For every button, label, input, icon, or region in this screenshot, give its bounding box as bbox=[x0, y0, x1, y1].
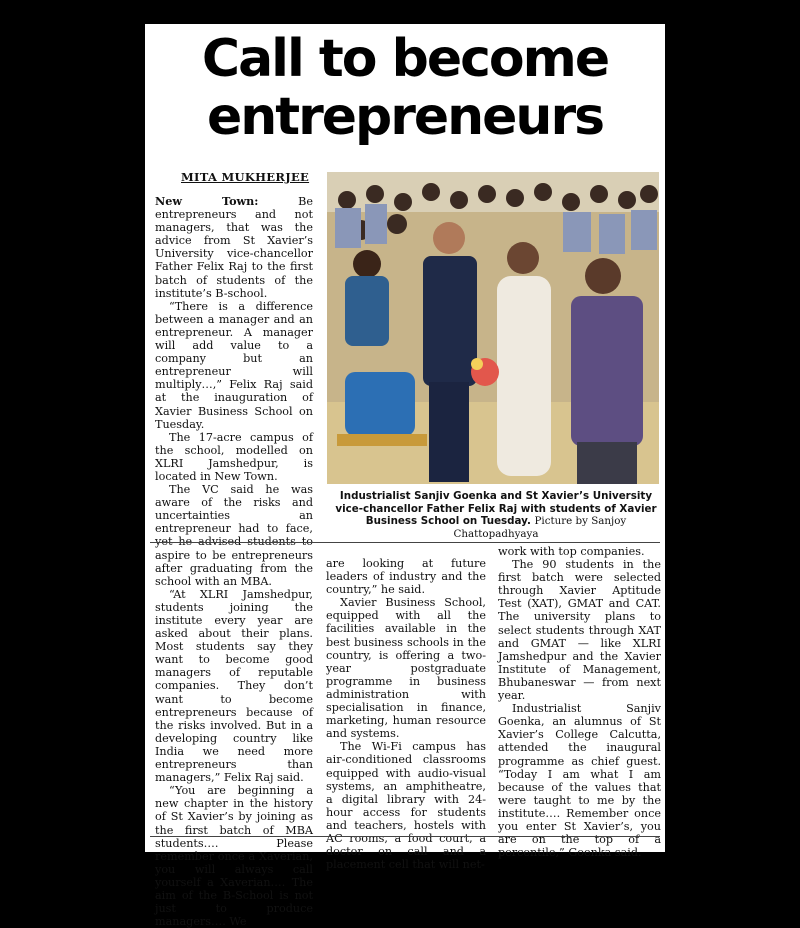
paragraph: Industrialist Sanjiv Goenka, an alumnus of St Xavier’s College Calcutta, attended the inaugural programme as chief guest. “Today I am what I am because of the values that were taught to me by the institute…. Remember once you enter St Xavier’s, you are on the top of a percentile,” Goenka said. bbox=[498, 702, 661, 860]
byline: MITA MUKHERJEE bbox=[181, 170, 310, 184]
paragraph: The Wi-Fi campus has air-conditioned classrooms equipped with audio-visual systems, an amphitheatre, a digital library with 24-hour access for students and teachers, hostels with AC rooms, a food court, a doctor on call and a placement cell that will net- bbox=[326, 740, 486, 872]
article-column-1 bbox=[155, 195, 313, 928]
group-photo-illustration bbox=[327, 172, 659, 484]
paragraph: Xavier Business School, equipped with all the facilities available in the best business schools in the country, is offering a two-year postgraduate programme in business administration with specialisation in finance, marketing, human resource and systems. bbox=[326, 596, 486, 741]
paragraph: are looking at future leaders of industry and the country,” he said. bbox=[326, 557, 486, 597]
paragraph: New Town: Be entrepreneurs and not managers, that was the advice from St Xavier’s University vice-chancellor Father Felix Raj to the first batch of students of the institute’s B-school. bbox=[155, 194, 314, 300]
photo-credit: Picture by Sanjoy Chattopadhyaya bbox=[453, 515, 627, 540]
newspaper-clipping bbox=[145, 24, 665, 928]
photo-caption: Industrialist Sanjiv Goenka and St Xavier’s University vice-chancellor Father Felix Raj with students of Xavier Business School on Tuesday. Picture by Sanjoy Chattopadhyaya bbox=[335, 490, 657, 540]
paragraph: “You are beginning a new chapter in the history of St Xavier’s by joining as the first batch of MBA students…. Please remember once a Xaverian, you will always call yourself a Xaverian…. The aim of the B-School is not just to produce managers…. We bbox=[155, 784, 313, 928]
dateline: New Town: bbox=[155, 194, 259, 208]
paragraph: “At XLRI Jamshedpur, students joining the institute every year are asked about their plans. Most students say they want to become good managers of reputable companies. They don’t want to become entrepreneurs because of the risks involved. But in a developing country like India we need more entrepreneurs than managers,” Felix Raj said. bbox=[155, 587, 313, 785]
headline: Call to become entrepreneurs bbox=[201, 29, 609, 147]
paragraph: The 90 students in the first batch were selected through Xavier Aptitude Test (XAT), GMAT and CAT. The university plans to select students through XAT and GMAT — like XLRI Jamshedpur and the Xavier Institute of Management, Bhubaneswar — from next year. bbox=[498, 558, 661, 703]
news-photo bbox=[327, 172, 659, 484]
divider bbox=[150, 542, 660, 543]
paragraph: The 17-acre campus of the school, modelled on XLRI Jamshedpur, is located in New Town. bbox=[155, 430, 313, 483]
paragraph: “There is a difference between a manager and an entrepreneur. A manager will add value to a company but an entrepreneur will multiply…,” Felix Raj said at the inauguration of Xavier Business School on Tuesday. bbox=[155, 299, 313, 431]
article-column-2 bbox=[326, 557, 486, 871]
paragraph: work with top companies. bbox=[498, 545, 645, 558]
article-column-3 bbox=[498, 545, 661, 859]
paragraph: The VC said he was aware of the risks and uncertainties an entrepreneur had to face, yet he advised students to aspire to be entrepreneurs after graduating from the school with an MBA. bbox=[155, 483, 313, 588]
bottom-rule bbox=[150, 836, 660, 837]
